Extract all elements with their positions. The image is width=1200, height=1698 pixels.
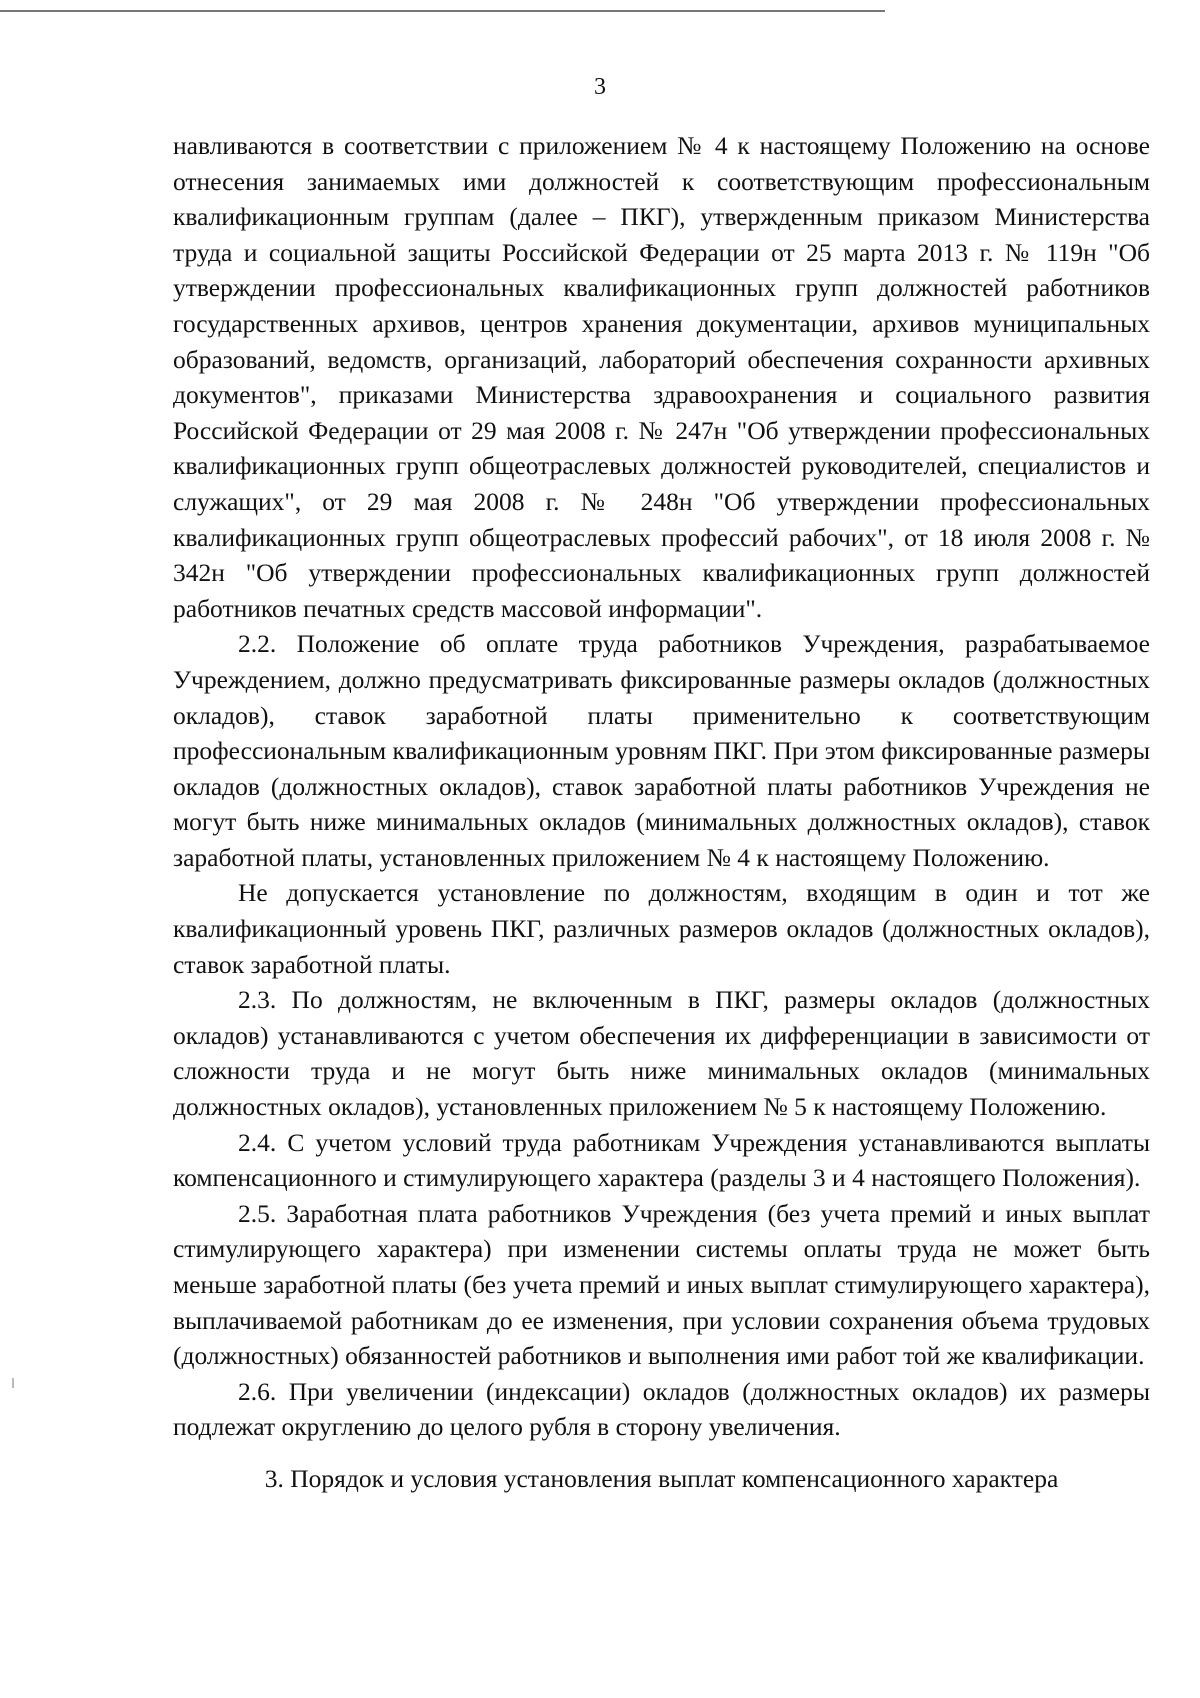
scan-mark <box>12 1378 14 1388</box>
top-rule <box>0 10 885 12</box>
paragraph-2-6: 2.6. При увеличении (индексации) окладов (должностных окладов) их размеры подлежат округлению до целого рубля в сторону увеличения. <box>173 1376 1150 1442</box>
section-heading: 3. Порядок и условия установления выплат компенсационного характера <box>264 1463 1059 1493</box>
paragraph-continuation: навливаются в соответствии с приложением № 4 к настоящему Положению на основе отнесения занимаемых ими должностей к соответствующим профессиональным квалификационным группам (далее – ПКГ), утвержденным приказом Министерства труда и социальной защиты Российской Федерации от 25 марта 2013 г. № 119н "Об утверждении профессиональных квалификационных групп должностей работников государственных архивов, центров хранения документации, архивов муниципальных образований, ведомств, организаций, лабораторий обеспечения сохранности архивных документов", приказами Министерства здравоохранения и социального развития Российской Федерации от 29 мая 2008 г. № 247н "Об утверждении профессиональных квалификационных групп общеотраслевых должностей руководителей, специалистов и служащих", от 29 мая 2008 г. № 248н "Об утверждении профессиональных квалификационных групп общеотраслевых профессий рабочих", от 18 июля 2008 г. № 342н "Об утверждении профессиональных квалификационных групп должностей работников печатных средств массовой информации". <box>173 131 1150 623</box>
page-number: 3 <box>594 74 606 100</box>
paragraph-2-2-note: Не допускается установление по должностям, входящим в один и тот же квалификационный уровень ПКГ, различных размеров окладов (должностных окладов), ставок заработной платы. <box>173 878 1150 979</box>
document-body <box>173 128 1150 1497</box>
paragraph-2-5: 2.5. Заработная плата работников Учреждения (без учета премий и иных выплат стимулирующего характера) при изменении системы оплаты труда не может быть меньше заработной платы (без учета премий и иных выплат стимулирующего характера), выплачиваемой работникам до ее изменения, при условии сохранения объема трудовых (должностных) обязанностей работников и выполнения ими работ той же квалификации. <box>173 1198 1150 1371</box>
paragraph-2-2: 2.2. Положение об оплате труда работников Учреждения, разрабатываемое Учреждением, должно предусматривать фиксированные размеры окладов (должностных окладов), ставок заработной платы применительно к соответствующим профессиональным квалификационным уровням ПКГ. При этом фиксированные размеры окладов (должностных окладов), ставок заработной платы работников Учреждения не могут быть ниже минимальных окладов (минимальных должностных окладов), ставок заработной платы, установленных приложением № 4 к настоящему Положению. <box>173 629 1150 872</box>
paragraph-2-3: 2.3. По должностям, не включенным в ПКГ, размеры окладов (должностных окладов) устанавливаются с учетом обеспечения их дифференциации в зависимости от сложности труда и не могут быть ниже минимальных окладов (минимальных должностных окладов), установленных приложением № 5 к настоящему Положению. <box>173 985 1150 1122</box>
paragraph-2-4: 2.4. С учетом условий труда работникам Учреждения устанавливаются выплаты компенсационного и стимулирующего характера (разделы 3 и 4 настоящего Положения). <box>173 1127 1150 1193</box>
